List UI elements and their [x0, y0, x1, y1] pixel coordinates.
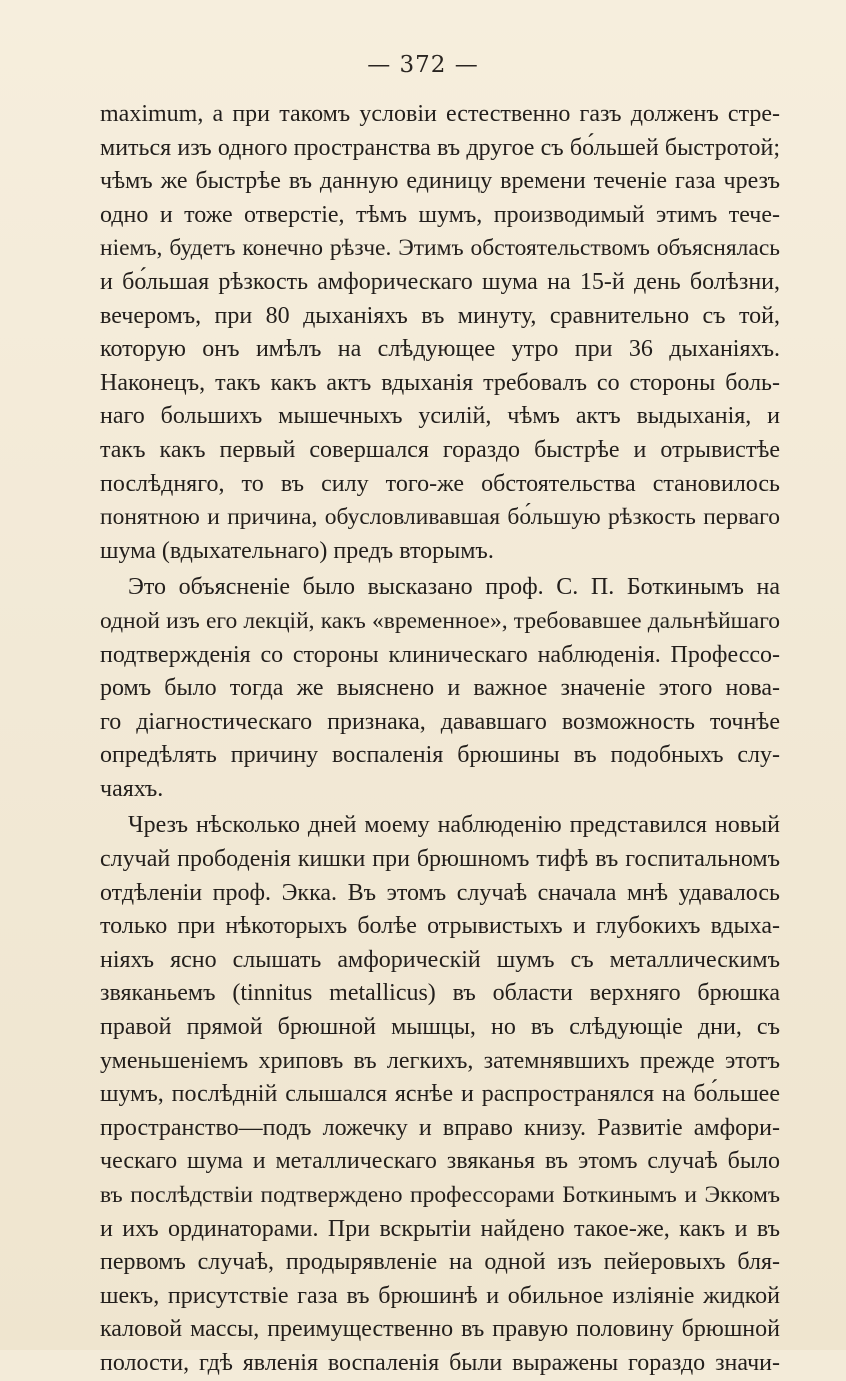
text-line: отдѣленіи проф. Экка. Въ этомъ случаѣ сначала мнѣ удавалось [100, 879, 780, 906]
paragraph-3 [100, 809, 780, 1380]
text-line: такъ какъ первый совершался гораздо быстрѣе и отрывистѣе [100, 436, 780, 463]
paragraph-1 [100, 98, 780, 568]
body-text [100, 98, 780, 1381]
text-line: опредѣлять причину воспаленія брюшины въ подобныхъ слу- [100, 742, 780, 769]
text-line: Чрезъ нѣсколько дней моему наблюденію представился новый [128, 812, 780, 839]
text-line: звяканьемъ (tinnitus metallicus) въ области верхняго брюшка [100, 980, 780, 1007]
text-line: Это объясненіе было высказано проф. С. П. Боткинымъ на [128, 574, 780, 601]
text-line: въ послѣдствіи подтверждено профессорами Боткинымъ и Эккомъ [100, 1182, 780, 1208]
text-line: ніемъ, будетъ конечно рѣзче. Этимъ обстоятельствомъ объяснялась [100, 235, 780, 262]
text-line: уменьшеніемъ хриповъ въ легкихъ, затемнявшихъ прежде этотъ [100, 1047, 780, 1074]
text-line: вечеромъ, при 80 дыханіяхъ въ минуту, сравнительно съ той, [100, 302, 780, 329]
text-line: ніяхъ ясно слышать амфорическій шумъ съ металлическимъ [100, 946, 780, 973]
text-line: наго большихъ мышечныхъ усилій, чѣмъ актъ выдыханія, и [100, 403, 780, 430]
text-line: одно и тоже отверстіе, тѣмъ шумъ, производимый этимъ тече- [100, 201, 780, 228]
text-line: пространство—подъ ложечку и вправо книзу. Развитіе амфори- [100, 1114, 780, 1141]
text-line: первомъ случаѣ, продырявленіе на одной изъ пейеровыхъ бля- [100, 1249, 780, 1276]
text-line: шекъ, присутствіе газа въ брюшинѣ и обильное изліяніе жидкой [100, 1282, 780, 1309]
text-line: ческаго шума и металлическаго звяканья въ этомъ случаѣ было [100, 1148, 780, 1175]
text-line: полости, гдѣ явленія воспаленія были выражены гораздо значи- [100, 1349, 780, 1376]
text-line: maximum, а при такомъ условіи естественно газъ долженъ стре- [100, 101, 780, 127]
text-line: чѣмъ же быстрѣе въ данную единицу времени теченіе газа чрезъ [100, 168, 780, 195]
text-line: шума (вдыхательнаго) предъ вторымъ. [100, 537, 494, 564]
text-line: которую онъ имѣлъ на слѣдующее утро при 36 дыханіяхъ. [100, 336, 780, 363]
text-line: Наконецъ, такъ какъ актъ вдыханія требовалъ со стороны боль- [100, 369, 780, 396]
text-line: го діагностическаго признака, дававшаго возможность точнѣе [100, 708, 780, 735]
text-line: понятною и причина, обусловливавшая бо́льшую рѣзкость перваго [100, 504, 780, 531]
text-line: чаяхъ. [100, 775, 164, 802]
page-number: — 372 — [367, 52, 479, 78]
text-line: и ихъ ординаторами. При вскрытіи найдено такое-же, какъ и въ [100, 1215, 780, 1242]
text-line: правой прямой брюшной мышцы, но въ слѣдующіе дни, съ [100, 1014, 780, 1041]
text-line: только при нѣкоторыхъ болѣе отрывистыхъ и глубокихъ вдыха- [100, 913, 780, 940]
text-line: миться изъ одного пространства въ другое съ бо́льшей быстротой; [100, 134, 780, 161]
text-line: случай прободенія кишки при брюшномъ тифѣ въ госпитальномъ [100, 846, 780, 873]
text-line: и бо́льшая рѣзкость амфорическаго шума на 15-й день болѣзни, [100, 268, 780, 295]
paragraph-2 [100, 571, 780, 806]
text-line: подтвержденія со стороны клиническаго наблюденія. Профессо- [100, 641, 780, 668]
text-line: одной изъ его лекцій, какъ «временное», требовавшее дальнѣйшаго [100, 607, 780, 634]
text-line: шумъ, послѣдній слышался яснѣе и распространялся на бо́льшее [100, 1081, 780, 1108]
text-line: послѣдняго, то въ силу того-же обстоятельства становилось [100, 470, 780, 497]
text-line: каловой массы, преимущественно въ правую половину брюшной [100, 1316, 780, 1343]
text-line: ромъ было тогда же выяснено и важное значеніе этого нова- [100, 675, 780, 702]
